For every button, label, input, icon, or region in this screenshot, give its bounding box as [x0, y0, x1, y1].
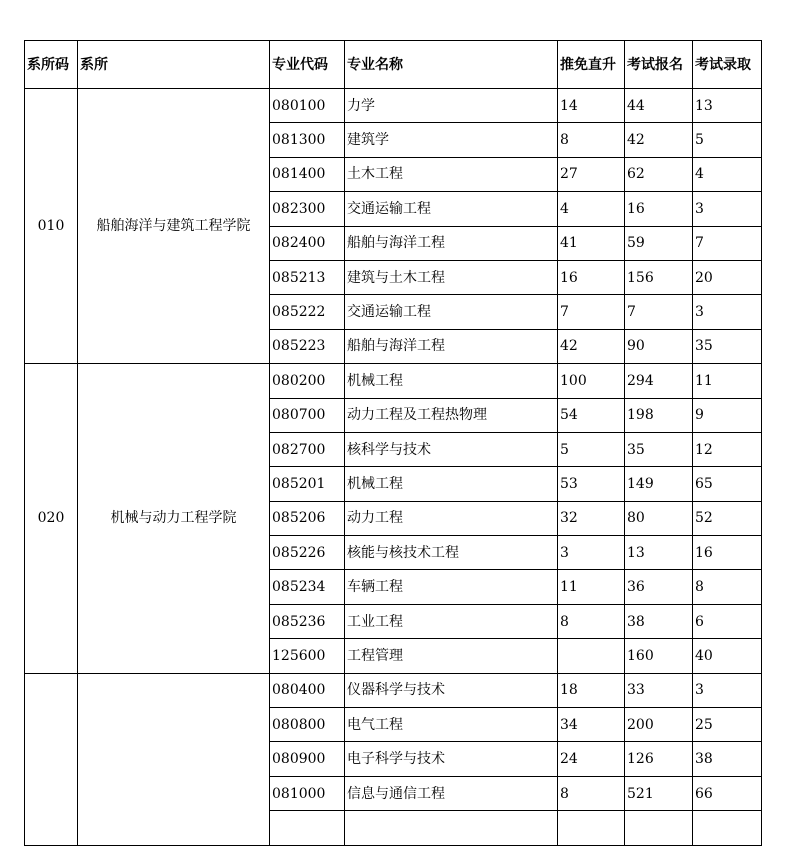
applied-cell: 7: [625, 295, 693, 329]
major-name-cell: 核科学与技术: [345, 432, 558, 466]
recommended-cell: 4: [558, 192, 625, 226]
empty-cell: [558, 811, 625, 845]
applied-cell: 13: [625, 536, 693, 570]
admitted-cell: 38: [693, 742, 762, 776]
admitted-cell: 3: [693, 192, 762, 226]
major-name-cell: 土木工程: [345, 157, 558, 191]
dept-name-cell: 船舶海洋与建筑工程学院: [78, 89, 270, 364]
applied-cell: 521: [625, 776, 693, 810]
recommended-cell: 11: [558, 570, 625, 604]
major-code-cell: 080200: [270, 364, 345, 398]
admitted-cell: 11: [693, 364, 762, 398]
applied-cell: 16: [625, 192, 693, 226]
recommended-cell: 100: [558, 364, 625, 398]
header-applied: 考试报名: [625, 41, 693, 89]
recommended-cell: 8: [558, 776, 625, 810]
recommended-cell: 27: [558, 157, 625, 191]
header-dept-name: 系所: [78, 41, 270, 89]
applied-cell: 42: [625, 123, 693, 157]
major-code-cell: 082300: [270, 192, 345, 226]
dept-name-cell: [78, 673, 270, 845]
major-name-cell: 力学: [345, 89, 558, 123]
major-name-cell: 建筑学: [345, 123, 558, 157]
major-code-cell: 081300: [270, 123, 345, 157]
recommended-cell: 41: [558, 226, 625, 260]
dept-name-cell: 机械与动力工程学院: [78, 364, 270, 674]
major-name-cell: 车辆工程: [345, 570, 558, 604]
empty-cell: [345, 811, 558, 845]
admitted-cell: 25: [693, 708, 762, 742]
empty-cell: [270, 811, 345, 845]
major-name-cell: 交通运输工程: [345, 295, 558, 329]
major-code-cell: 085223: [270, 329, 345, 363]
recommended-cell: 16: [558, 260, 625, 294]
admitted-cell: 6: [693, 604, 762, 638]
applied-cell: 90: [625, 329, 693, 363]
admitted-cell: 66: [693, 776, 762, 810]
major-code-cell: 085236: [270, 604, 345, 638]
major-name-cell: 电气工程: [345, 708, 558, 742]
major-name-cell: 仪器科学与技术: [345, 673, 558, 707]
admissions-table-container: [24, 40, 761, 846]
recommended-cell: 54: [558, 398, 625, 432]
major-code-cell: 085206: [270, 501, 345, 535]
major-code-cell: 081000: [270, 776, 345, 810]
empty-cell: [625, 811, 693, 845]
major-name-cell: 工程管理: [345, 639, 558, 673]
major-name-cell: 电子科学与技术: [345, 742, 558, 776]
major-code-cell: 080800: [270, 708, 345, 742]
major-name-cell: 船舶与海洋工程: [345, 329, 558, 363]
major-code-cell: 081400: [270, 157, 345, 191]
admissions-table: [24, 40, 762, 846]
table-row: [25, 673, 762, 707]
major-name-cell: 机械工程: [345, 467, 558, 501]
applied-cell: 44: [625, 89, 693, 123]
table-body: [25, 89, 762, 846]
header-admitted: 考试录取: [693, 41, 762, 89]
applied-cell: 33: [625, 673, 693, 707]
admitted-cell: 3: [693, 295, 762, 329]
major-code-cell: 082700: [270, 432, 345, 466]
admitted-cell: 16: [693, 536, 762, 570]
major-code-cell: 125600: [270, 639, 345, 673]
applied-cell: 200: [625, 708, 693, 742]
admitted-cell: 8: [693, 570, 762, 604]
applied-cell: 62: [625, 157, 693, 191]
major-name-cell: 交通运输工程: [345, 192, 558, 226]
applied-cell: 149: [625, 467, 693, 501]
major-code-cell: 080700: [270, 398, 345, 432]
header-major-name: 专业名称: [345, 41, 558, 89]
major-name-cell: 信息与通信工程: [345, 776, 558, 810]
major-name-cell: 机械工程: [345, 364, 558, 398]
major-code-cell: 080900: [270, 742, 345, 776]
recommended-cell: 42: [558, 329, 625, 363]
recommended-cell: 8: [558, 604, 625, 638]
major-name-cell: 动力工程及工程热物理: [345, 398, 558, 432]
recommended-cell: 3: [558, 536, 625, 570]
applied-cell: 156: [625, 260, 693, 294]
major-name-cell: 建筑与土木工程: [345, 260, 558, 294]
dept-code-cell: 020: [25, 364, 78, 674]
dept-code-cell: 010: [25, 89, 78, 364]
admitted-cell: 35: [693, 329, 762, 363]
major-code-cell: 080400: [270, 673, 345, 707]
recommended-cell: 34: [558, 708, 625, 742]
table-row: [25, 89, 762, 123]
recommended-cell: 24: [558, 742, 625, 776]
major-code-cell: 082400: [270, 226, 345, 260]
applied-cell: 38: [625, 604, 693, 638]
header-major-code: 专业代码: [270, 41, 345, 89]
admitted-cell: 4: [693, 157, 762, 191]
admitted-cell: 7: [693, 226, 762, 260]
major-name-cell: 工业工程: [345, 604, 558, 638]
applied-cell: 80: [625, 501, 693, 535]
major-code-cell: 085213: [270, 260, 345, 294]
major-code-cell: 085234: [270, 570, 345, 604]
major-name-cell: 核能与核技术工程: [345, 536, 558, 570]
applied-cell: 198: [625, 398, 693, 432]
applied-cell: 59: [625, 226, 693, 260]
recommended-cell: 32: [558, 501, 625, 535]
major-code-cell: 085201: [270, 467, 345, 501]
applied-cell: 36: [625, 570, 693, 604]
admitted-cell: 9: [693, 398, 762, 432]
admitted-cell: 65: [693, 467, 762, 501]
table-row: [25, 364, 762, 398]
empty-cell: [693, 811, 762, 845]
admitted-cell: 12: [693, 432, 762, 466]
admitted-cell: 40: [693, 639, 762, 673]
major-name-cell: 动力工程: [345, 501, 558, 535]
recommended-cell: 18: [558, 673, 625, 707]
admitted-cell: 52: [693, 501, 762, 535]
major-code-cell: 080100: [270, 89, 345, 123]
admitted-cell: 5: [693, 123, 762, 157]
dept-code-cell: [25, 673, 78, 845]
header-row: [25, 41, 762, 89]
recommended-cell: [558, 639, 625, 673]
applied-cell: 160: [625, 639, 693, 673]
recommended-cell: 8: [558, 123, 625, 157]
recommended-cell: 5: [558, 432, 625, 466]
recommended-cell: 7: [558, 295, 625, 329]
applied-cell: 35: [625, 432, 693, 466]
header-dept-code: 系所码: [25, 41, 78, 89]
applied-cell: 126: [625, 742, 693, 776]
admitted-cell: 13: [693, 89, 762, 123]
header-recommended: 推免直升: [558, 41, 625, 89]
major-code-cell: 085222: [270, 295, 345, 329]
admitted-cell: 3: [693, 673, 762, 707]
major-name-cell: 船舶与海洋工程: [345, 226, 558, 260]
major-code-cell: 085226: [270, 536, 345, 570]
recommended-cell: 53: [558, 467, 625, 501]
recommended-cell: 14: [558, 89, 625, 123]
applied-cell: 294: [625, 364, 693, 398]
admitted-cell: 20: [693, 260, 762, 294]
